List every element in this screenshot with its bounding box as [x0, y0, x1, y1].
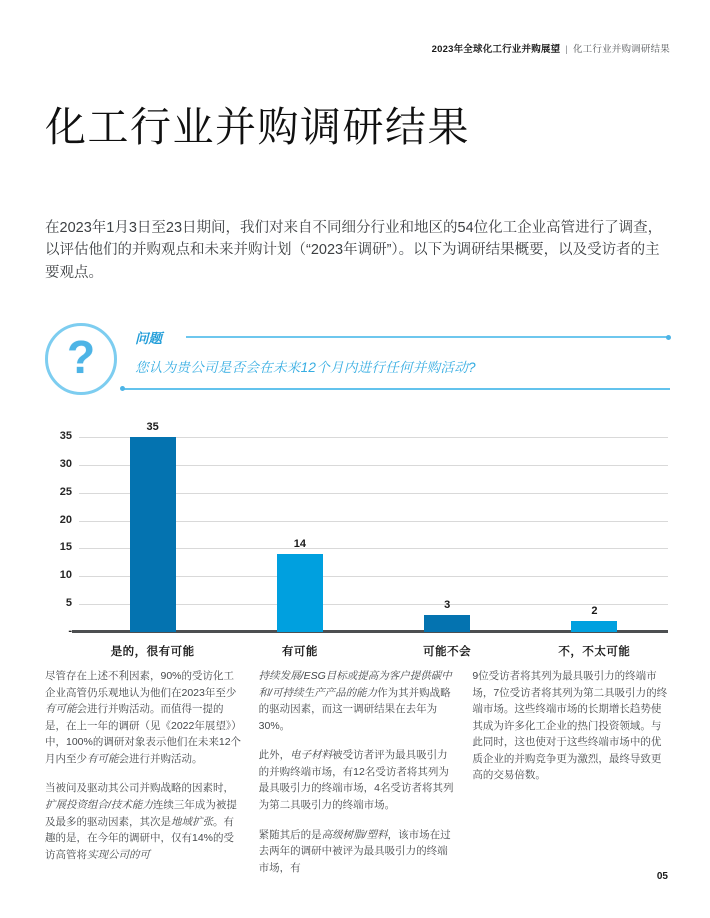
line-end-dot [666, 335, 671, 340]
y-axis-tick-label: - [68, 625, 72, 637]
category-label: 可能不会 [423, 646, 472, 658]
question-label: 问题 [135, 331, 162, 346]
paragraph [259, 668, 457, 734]
question-content [121, 327, 670, 390]
bar-1 [130, 437, 176, 632]
category-label: 是的，很有可能 [110, 646, 195, 658]
chart-column [374, 437, 521, 632]
text-run: 当被问及驱动其公司并购战略的因素时， [45, 782, 234, 795]
question-callout [45, 321, 670, 405]
body-columns [45, 668, 670, 889]
page-number: 05 [656, 871, 668, 882]
y-axis-tick-label: 5 [65, 597, 72, 610]
header-report-title: 2023年全球化工行业并购展望 [431, 44, 561, 55]
bar-value-label: 3 [444, 599, 451, 612]
emphasized-text: 地域扩张 [171, 815, 213, 828]
y-axis-tick-label: 25 [59, 485, 72, 498]
bar-3 [424, 615, 470, 632]
y-axis-tick-label: 15 [59, 541, 72, 554]
category-label: 有可能 [281, 646, 318, 658]
bar-2 [277, 554, 323, 632]
emphasized-text: 电子材料 [290, 749, 333, 762]
paragraph [472, 668, 670, 784]
text-run: 被受访者评为最具吸引力的并购终端市场，有12名受访者将其列为最具吸引力的终端市场，4名受访者将其列为第二具吸引力的终端市场。 [258, 749, 454, 812]
header-section-title: 化工行业并购调研结果 [572, 44, 670, 55]
emphasized-text: 扩展投资组合/技术能力 [45, 799, 153, 812]
body-column-2 [259, 668, 457, 889]
text-run: 紧随其后的是 [258, 828, 322, 841]
line-start-dot [120, 386, 125, 391]
text-run: ，该市场在过去两年的调研中被评为最具吸引力的终端市场，有 [258, 828, 451, 874]
emphasized-text: 持续发展/ESG目标或提高为客户提供碳中和/可持续生产产品的能力 [258, 670, 452, 699]
question-mark-icon: ? [45, 323, 117, 395]
bar-4 [571, 621, 617, 632]
y-axis-tick-label: 35 [59, 430, 72, 442]
paragraph [259, 827, 457, 877]
bar-value-label: 14 [293, 538, 306, 550]
text-run: 会进行并购活动。而值得一提的是，在上一年的调研（见《2022年展望》）中，100%的调研对象表示他们在未来12个月内至少 [45, 703, 242, 765]
text-run: 此外， [258, 749, 291, 762]
chart-column [79, 421, 226, 632]
emphasized-text: 高级树脂/塑料 [321, 828, 388, 841]
question-rule-top [186, 336, 670, 338]
survey-bar-chart [45, 415, 670, 657]
y-axis-tick-label: 20 [59, 513, 72, 526]
chart-column [521, 437, 668, 632]
text-run: 尽管存在上述不利因素，90%的受访化工企业高管仍乐观地认为他们在2023年至少 [45, 670, 237, 699]
paragraph [45, 780, 243, 863]
emphasized-text: 实现公司的可 [87, 848, 150, 861]
emphasized-text: 有可能 [87, 752, 119, 765]
header-separator: | [565, 44, 568, 55]
bar-value-label: 35 [146, 421, 159, 433]
chart-column [226, 437, 373, 632]
question-text: 您认为贵公司是否会在未来12个月内进行任何并购活动? [135, 360, 476, 375]
body-column-1 [45, 668, 243, 889]
text-run: 会进行并购活动。 [118, 752, 203, 765]
intro-paragraph: 在2023年1月3日至23日期间，我们对来自不同细分行业和地区的54位化工企业高管进行了调查，以评估他们的并购观点和未来并购计划（“2023年调研”）。以下为调研结果概要，以及受访者的主要观点。 [45, 220, 663, 281]
paragraph [45, 668, 243, 767]
paragraph [259, 747, 457, 813]
category-label: 不，不太可能 [558, 646, 631, 658]
text-run: 作为其并购战略的驱动因素，而这一调研结果在去年为30%。 [258, 686, 451, 732]
bar-value-label: 2 [591, 604, 598, 617]
page-header [432, 41, 670, 55]
y-axis-tick-label: 30 [59, 457, 72, 470]
question-rule-bottom [121, 388, 670, 390]
text-run: 。有趣的是，在今年的调研中，仅有14%的受访高管将 [45, 815, 235, 861]
emphasized-text: 有可能 [45, 703, 77, 716]
chart-plot [79, 421, 668, 632]
page-title: 化工行业并购调研结果 [45, 104, 470, 150]
text-run: 9位受访者将其列为最具吸引力的终端市场，7位受访者将其列为第二具吸引力的终端市场。这些终端市场的长期增长趋势使其成为许多化工企业的热门投资领域。与此同时，这也使对于这些终端市场中的优质企业的并购竞争更为激烈，最终导致更高的交易倍数。 [472, 670, 668, 782]
text-run: 连续三年成为被提及最多的驱动因素，其次是 [45, 799, 237, 828]
body-column-3 [472, 668, 670, 889]
y-axis-tick-label: 10 [59, 569, 72, 582]
